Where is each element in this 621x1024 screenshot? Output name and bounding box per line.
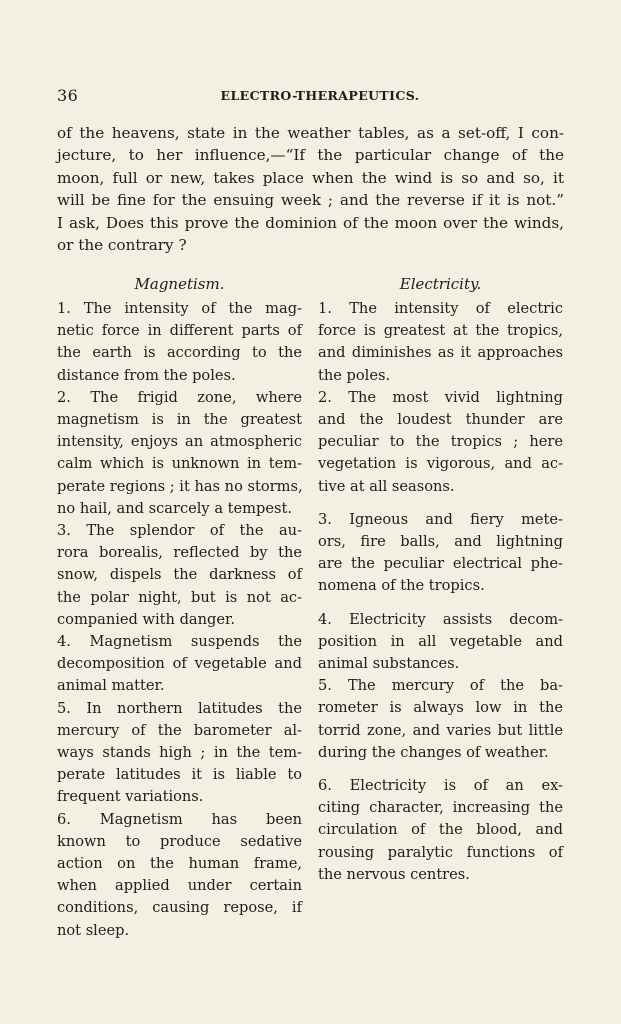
- entry-line: no hail, and scarcely a tempest.: [57, 499, 292, 517]
- intro-line: I ask, Does this prove the dominion of the moon over the winds,: [57, 213, 564, 232]
- magnetism-entry-5: [57, 698, 302, 809]
- electricity-entry-4: [318, 609, 563, 676]
- magnetism-heading: Magnetism.: [134, 275, 225, 293]
- entry-line: citing character, increasing the: [318, 799, 563, 817]
- entry-line: torrid zone, and varies but little: [318, 721, 563, 739]
- entry-line: and diminishes as it approaches: [318, 344, 563, 362]
- entry-line: action on the human frame,: [57, 855, 302, 873]
- entry-line: 5. In northern latitudes the: [57, 699, 302, 717]
- magnetism-column: [57, 273, 302, 942]
- magnetism-entry-3: [57, 520, 302, 631]
- magnetism-entry-4: [57, 631, 302, 698]
- entry-line: 2. The most vivid lightning: [318, 388, 563, 406]
- entry-line: snow, dispels the darkness of: [57, 566, 302, 584]
- entry-line: the poles.: [318, 366, 391, 384]
- spacer: [318, 764, 563, 775]
- entry-line: nomena of the tropics.: [318, 577, 485, 595]
- entry-line: ways stands high ; in the tem-: [57, 744, 302, 762]
- electricity-entry-6: [318, 775, 563, 886]
- electricity-entry-3: [318, 509, 563, 598]
- entry-line: rora borealis, reflected by the: [57, 544, 302, 562]
- entry-line: 4. Electricity assists decom-: [318, 610, 563, 628]
- intro-line: jecture, to her influence,—“If the particular change of the: [57, 146, 564, 165]
- entry-line: calm which is unknown in tem-: [57, 455, 302, 473]
- entry-line: are the peculiar electrical phe-: [318, 555, 563, 573]
- entry-line: 2. The frigid zone, where: [57, 388, 302, 406]
- spacer: [318, 598, 563, 609]
- entry-line: ors, fire balls, and lightning: [318, 533, 563, 551]
- entry-line: position in all vegetable and: [318, 632, 563, 650]
- entry-line: conditions, causing repose, if: [57, 899, 302, 917]
- entry-line: tive at all seasons.: [318, 477, 455, 495]
- electricity-entry-1: [318, 298, 563, 387]
- intro-line: moon, full or new, takes place when the wind is so and so, it: [57, 168, 564, 187]
- entry-line: the earth is according to the: [57, 344, 302, 362]
- intro-line: or the contrary ?: [57, 236, 187, 255]
- entry-line: the nervous centres.: [318, 865, 470, 883]
- running-head: [57, 86, 565, 106]
- entry-line: animal substances.: [318, 655, 460, 673]
- electricity-entry-2: [318, 387, 563, 498]
- electricity-column: [318, 273, 563, 886]
- entry-line: 1. The intensity of the mag-: [57, 300, 302, 317]
- electricity-heading: Electricity.: [399, 275, 482, 293]
- magnetism-entry-2: [57, 387, 302, 520]
- entry-line: 1. The intensity of electric: [318, 300, 563, 317]
- entry-line: 5. The mercury of the ba-: [318, 677, 563, 695]
- entry-line: circulation of the blood, and: [318, 821, 563, 839]
- entry-line: 3. Igneous and fiery mete-: [318, 510, 563, 528]
- entry-line: rousing paralytic functions of: [318, 843, 563, 861]
- entry-line: frequent variations.: [57, 788, 204, 806]
- entry-line: 6. Magnetism has been: [57, 810, 302, 828]
- entry-line: perate regions ; it has no storms,: [57, 477, 303, 495]
- intro-line: of the heavens, state in the weather tables, as a set-off, I con-: [57, 124, 564, 142]
- entry-line: 3. The splendor of the au-: [57, 522, 302, 540]
- entry-line: animal matter.: [57, 677, 165, 695]
- entry-line: rometer is always low in the: [318, 699, 563, 717]
- entry-line: 6. Electricity is of an ex-: [318, 777, 563, 795]
- entry-line: not sleep.: [57, 921, 130, 939]
- entry-line: force is greatest at the tropics,: [318, 322, 563, 340]
- entry-line: the polar night, but is not ac-: [57, 588, 302, 606]
- entry-line: during the changes of weather.: [318, 743, 549, 761]
- entry-line: distance from the poles.: [57, 366, 236, 384]
- running-title: ELECTRO-THERAPEUTICS.: [220, 88, 420, 103]
- entry-line: when applied under certain: [57, 877, 302, 895]
- entry-line: intensity, enjoys an atmospheric: [57, 433, 302, 451]
- entry-line: perate latitudes it is liable to: [57, 766, 302, 784]
- entry-line: mercury of the barometer al-: [57, 721, 302, 739]
- entry-line: netic force in different parts of: [57, 322, 302, 340]
- entry-line: and the loudest thunder are: [318, 411, 563, 429]
- entry-line: vegetation is vigorous, and ac-: [318, 455, 563, 473]
- electricity-entry-5: [318, 675, 563, 764]
- page-number: 36: [57, 86, 79, 105]
- entry-line: known to produce sedative: [57, 832, 302, 850]
- magnetism-entry-1: [57, 298, 302, 387]
- entry-line: 4. Magnetism suspends the: [57, 633, 302, 651]
- magnetism-entry-6: [57, 809, 302, 942]
- entry-line: magnetism is in the greatest: [57, 411, 302, 429]
- intro-paragraph: [57, 122, 564, 256]
- entry-line: decomposition of vegetable and: [57, 655, 302, 673]
- entry-line: companied with danger.: [57, 610, 236, 628]
- entry-line: peculiar to the tropics ; here: [318, 433, 563, 451]
- spacer: [318, 498, 563, 509]
- intro-line: will be fine for the ensuing week ; and the reverse if it is not.”: [57, 191, 564, 210]
